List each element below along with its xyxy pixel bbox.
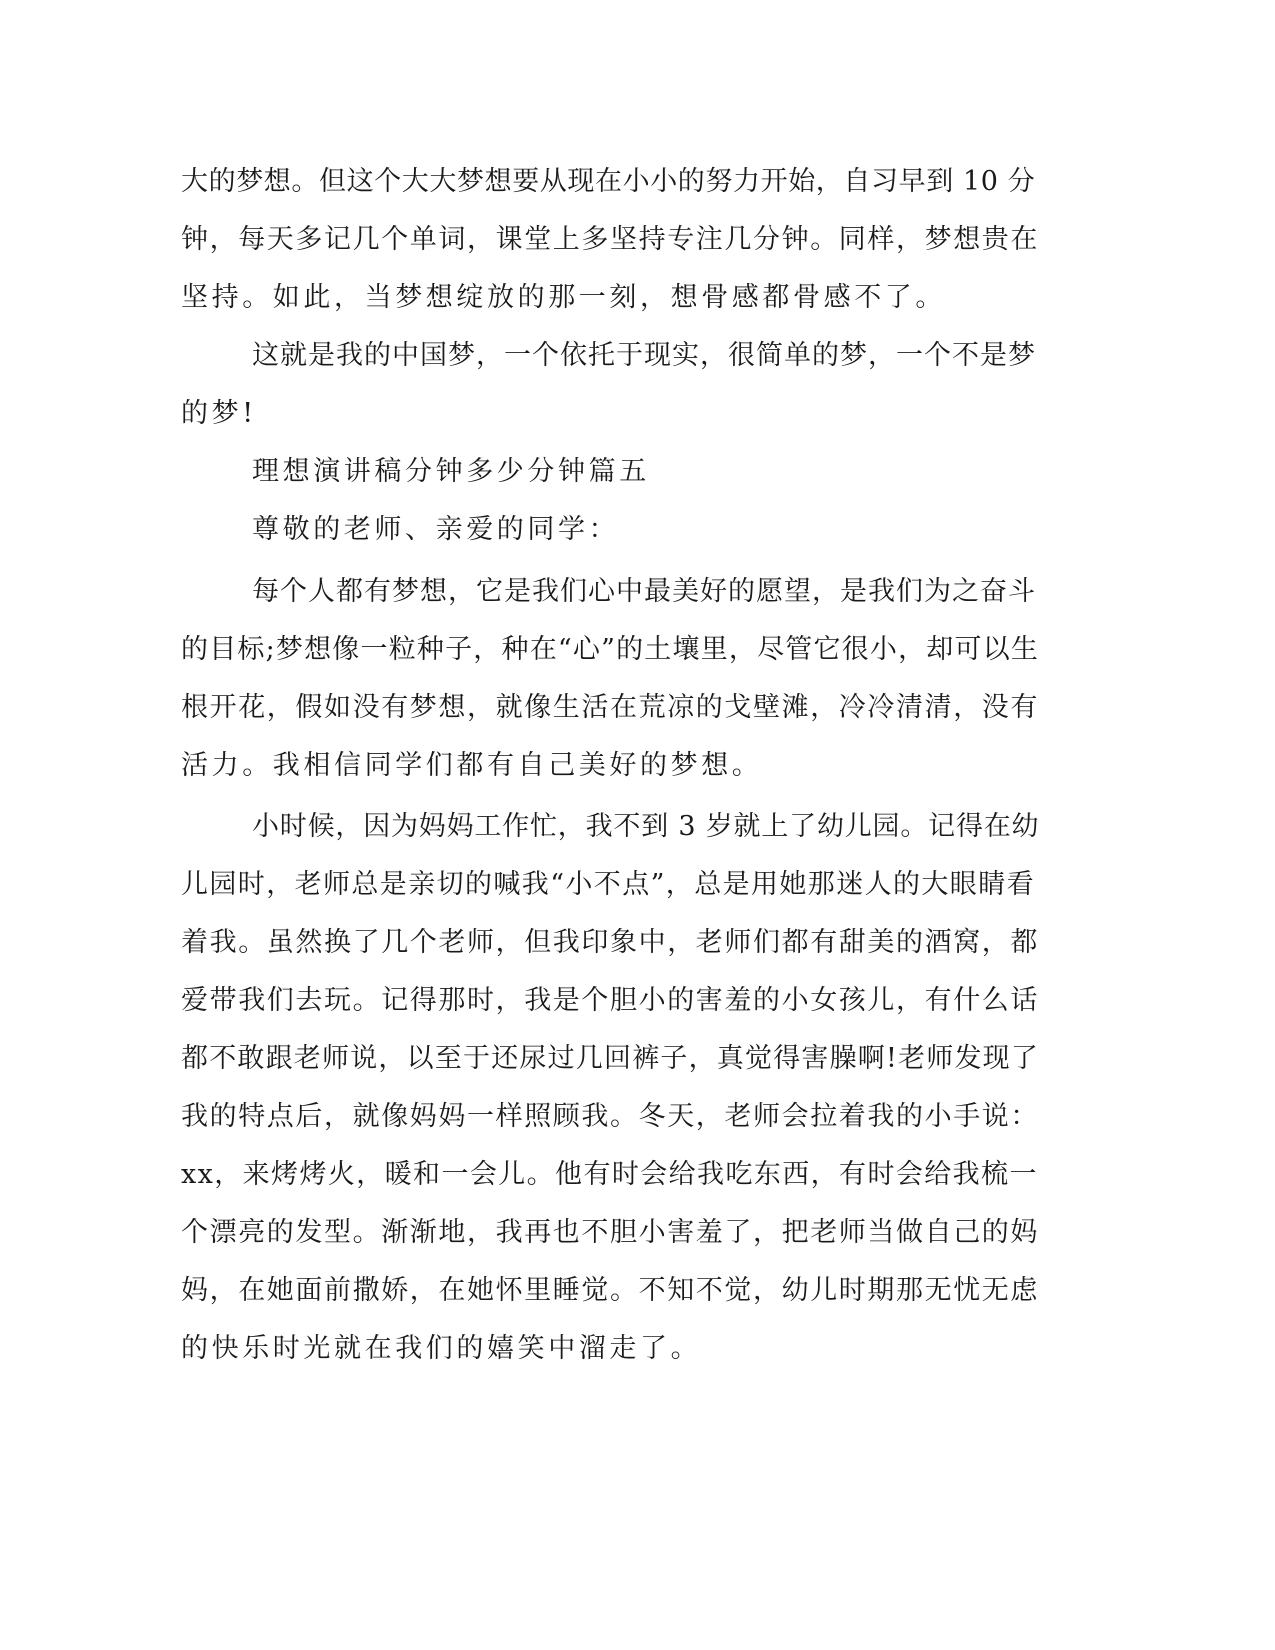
text-line: 个漂亮的发型。渐渐地，我再也不胆小害羞了，把老师当做自己的妈: [181, 1217, 1039, 1248]
text-line: 我的特点后，就像妈妈一样照顾我。冬天，老师会拉着我的小手说：: [181, 1101, 1039, 1132]
paragraph-first-line: 每个人都有梦想，它是我们心中最美好的愿望，是我们为之奋斗: [252, 576, 1036, 607]
text-line: 儿园时，老师总是亲切的喊我“小不点”，总是用她那迷人的大眼睛看: [181, 869, 1036, 900]
text-line: 的快乐时光就在我们的嬉笑中溜走了。: [181, 1333, 702, 1364]
text-line: 都不敢跟老师说，以至于还尿过几回裤子，真觉得害臊啊!老师发现了: [181, 1043, 1040, 1074]
text-line: xx，来烤烤火，暖和一会儿。他有时会给我吃东西，有时会给我梳一: [181, 1159, 1038, 1190]
text-line: 大的梦想。但这个大大梦想要从现在小小的努力开始，自习早到 10 分: [181, 166, 1036, 197]
paragraph-first-line: 这就是我的中国梦，一个依托于现实，很简单的梦，一个不是梦: [252, 340, 1036, 371]
salutation: 尊敬的老师、亲爱的同学：: [252, 514, 620, 545]
paragraph-first-line: 小时候，因为妈妈工作忙，我不到 3 岁就上了幼儿园。记得在幼: [252, 811, 1040, 842]
text-line: 妈，在她面前撒娇，在她怀里睡觉。不知不觉，幼儿时期那无忧无虑: [181, 1275, 1039, 1306]
section-heading: 理想演讲稿分钟多少分钟篇五: [252, 456, 650, 487]
text-line: 根开花，假如没有梦想，就像生活在荒凉的戈壁滩，冷冷清清，没有: [181, 692, 1039, 723]
text-line: 着我。虽然换了几个老师，但我印象中，老师们都有甜美的酒窝，都: [181, 927, 1039, 958]
text-line: 的目标;梦想像一粒种子，种在“心”的土壤里，尽管它很小，却可以生: [181, 634, 1040, 665]
text-line: 钟，每天多记几个单词，课堂上多坚持专注几分钟。同样，梦想贵在: [181, 224, 1039, 255]
text-line: 活力。我相信同学们都有自己美好的梦想。: [181, 750, 763, 781]
text-line: 的梦!: [181, 398, 257, 429]
text-line: 爱带我们去玩。记得那时，我是个胆小的害羞的小女孩儿，有什么话: [181, 985, 1039, 1016]
text-line: 坚持。如此，当梦想绽放的那一刻，想骨感都骨感不了。: [181, 282, 946, 313]
